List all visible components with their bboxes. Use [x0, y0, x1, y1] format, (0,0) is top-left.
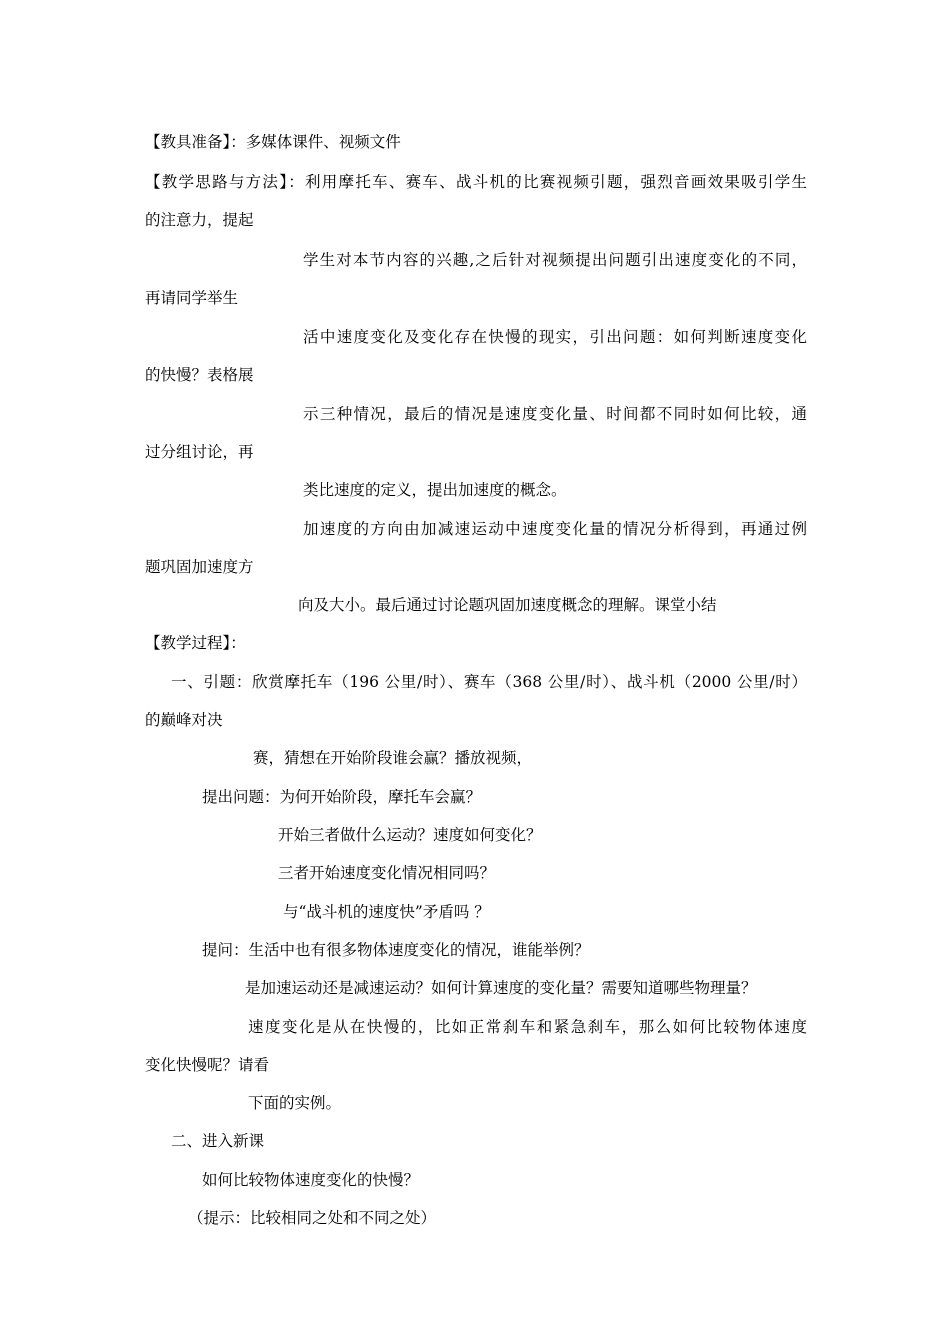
- ask-line-4: 变化快慢呢？请看: [145, 1056, 270, 1074]
- approach-line-2: 的注意力，提起: [145, 211, 254, 229]
- ask-line-2: 是加速运动还是减速运动？如何计算速度的变化量？需要知道哪些物理量？: [245, 979, 757, 997]
- approach-line-12: 向及大小。最后通过讨论题巩固加速度概念的理解。课堂小结: [298, 596, 717, 614]
- ask-line-1: 提问：生活中也有很多物体速度变化的情况，谁能举例？: [202, 941, 590, 959]
- approach-line-1: [145, 172, 807, 192]
- question-2: 开始三者做什么运动？速度如何变化？: [278, 826, 542, 844]
- approach-text-1: 利用摩托车、赛车、战斗机的比赛视频引题，强烈音画效果吸引学生: [305, 173, 807, 191]
- process-label: 【教学过程】：: [145, 634, 246, 652]
- section1-line-3: 赛，猜想在开始阶段谁会赢？播放视频，: [253, 749, 533, 767]
- section1-line-2: 的巅峰对决: [145, 711, 223, 729]
- approach-line-9: 类比速度的定义，提出加速度的概念。: [303, 481, 567, 499]
- approach-line-11: 题巩固加速度方: [145, 558, 254, 576]
- ask-line-5: 下面的实例。: [248, 1094, 342, 1112]
- equipment-text: 多媒体课件、视频文件: [245, 133, 401, 151]
- question-1: 提出问题：为何开始阶段，摩托车会赢？: [202, 788, 482, 806]
- approach-line-6: 的快慢？表格展: [145, 366, 254, 384]
- section2-title: 二、进入新课: [171, 1132, 265, 1150]
- question-3: 三者开始速度变化情况相同吗？: [278, 864, 496, 882]
- approach-label: 【教学思路与方法】：: [145, 173, 305, 191]
- approach-line-10: 加速度的方向由加减速运动中速度变化量的情况分析得到，再通过例: [303, 520, 807, 538]
- approach-line-5: 活中速度变化及变化存在快慢的现实，引出问题：如何判断速度变化: [303, 328, 807, 346]
- ask-line-3: 速度变化是从在快慢的，比如正常刹车和紧急刹车，那么如何比较物体速度: [248, 1018, 807, 1036]
- section2-question: 如何比较物体速度变化的快慢？: [202, 1171, 420, 1189]
- equipment-label: 【教具准备】：: [145, 133, 246, 151]
- section1-line-1: 一、引题：欣赏摩托车（196 公里/时）、赛车（368 公里/时）、战斗机（2000 公里/时）: [171, 673, 807, 691]
- question-4: 与“战斗机的速度快”矛盾吗 ？: [283, 903, 490, 921]
- equipment-line: [145, 132, 401, 152]
- section2-hint: （提示：比较相同之处和不同之处）: [188, 1209, 437, 1227]
- approach-line-4: 再请同学举生: [145, 289, 239, 307]
- approach-line-3: 学生对本节内容的兴趣,之后针对视频提出问题引出速度变化的不同，: [303, 251, 807, 269]
- approach-line-8: 过分组讨论，再: [145, 443, 254, 461]
- approach-line-7: 示三种情况，最后的情况是速度变化量、时间都不同时如何比较，通: [303, 405, 807, 423]
